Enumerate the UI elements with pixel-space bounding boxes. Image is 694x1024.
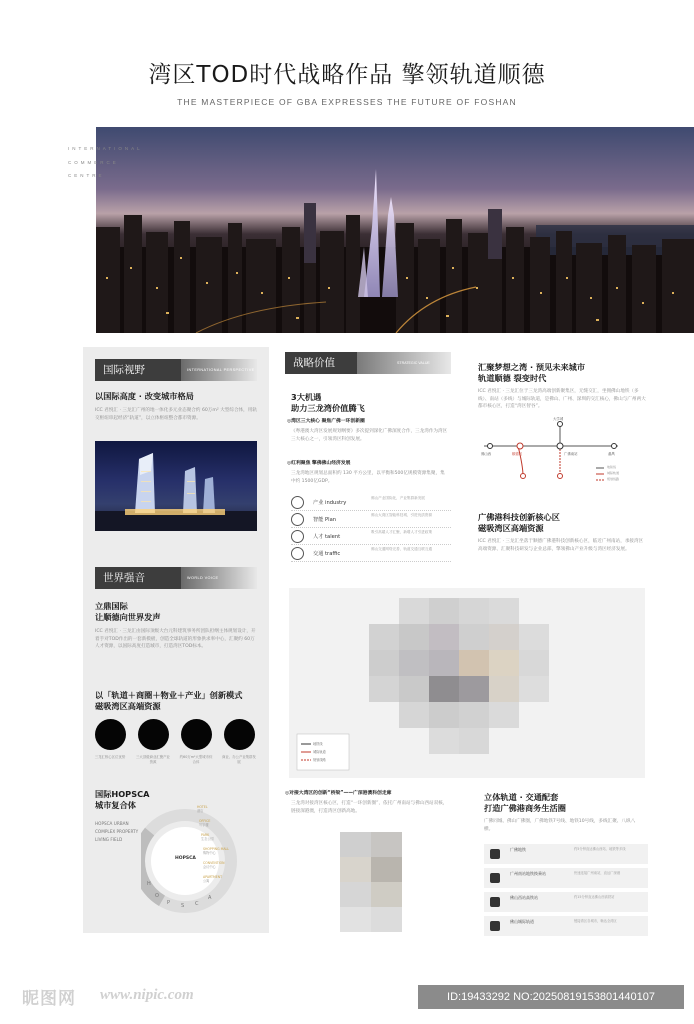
transport-row-name: 佛山西站高铁站 (510, 895, 538, 900)
skyline-illustration (96, 127, 694, 333)
map-legend-1: 地铁线 (313, 742, 323, 746)
rail-icon (490, 897, 500, 907)
hopsca-en-2: COMPLEX PROPERTY (95, 829, 139, 834)
traffic-icon (291, 547, 304, 560)
table-row (484, 868, 648, 888)
value-row-desc: 吸引高端人才汇聚，新增人才引进政策 (371, 530, 433, 534)
hopsca-item-6 (203, 875, 222, 883)
dream-bay-body: ICC 君悦汇 · 三龙汇位于三龙湾高端创新聚集区，无缝交汇，坐拥佛山地铁（多线）、南站（多线）与城际轨道，是佛山、广州、深圳的交汇核心，佛山与广州两大都市核心区，打造“湾区智谷”。 (478, 389, 646, 410)
mode-heading-2: 磁吸湾区高端资源 (95, 701, 161, 711)
subway-icon (490, 873, 500, 883)
location-map-mosaic (289, 588, 645, 778)
hopsca-en-3: LIVING FIELD (95, 837, 123, 842)
international-vision-body: ICC 君悦汇 · 三龙汇广州的地一体化多元业态聚合约 60万m² 大型综合体，用轨交枢纽串起经济“轨道”，以立体枢纽整合都市资源。 (95, 408, 257, 421)
hopsca-item-5 (203, 861, 224, 869)
mode-heading-1: 以「轨道＋商圈＋物业＋产业」创新模式 (95, 690, 243, 700)
hopsca-heading-1: 国际HOPSCA (95, 789, 150, 799)
hopsca-item-1 (197, 805, 208, 813)
transport-row-name: 广州南站地铁换乘站 (510, 871, 546, 876)
world-voice-en: WORLD VOICE (181, 567, 257, 589)
hopsca-item-4-sub: 购物中心 (203, 851, 216, 855)
world-voice-heading-2: 让顺德向世界发声 (95, 612, 161, 622)
transport-row-desc: 约15分钟直达佛山西高铁站 (574, 895, 615, 899)
strategic-value-body-1: 《粤港澳大湾区发展规划纲要》多次提到深化广佛深度合作，三龙湾作为湾区三大核心之一，引领湾区科创发展。 (291, 429, 448, 442)
metro-label-5: 番禺 (608, 452, 615, 456)
tech-core-body: ICC 君悦汇 · 三龙汇坐落于顺德广佛港科技创新核心区，临近广州南站，承接湾区高端资源、汇聚科技研发与企业总部，擎领佛山产业升级与湾区经济发展。 (478, 539, 644, 552)
value-row-desc: 佛山交通网络完善，轨道交通互联互通 (371, 547, 433, 551)
dream-bay-heading-1: 汇聚梦想之湾 · 预见未来城市 (478, 362, 586, 372)
strategic-value-heading-1: 3大机遇 (291, 392, 322, 402)
mosaic-map-graphic (289, 588, 645, 778)
international-vision-heading: 以国际高度 · 改变城市格局 (95, 391, 194, 401)
strategic-value-table (291, 494, 451, 562)
cross-river-body: 三龙湾对接湾区核心区，打造“一环创新圈”，依托广州南站与佛山西站双核，链接深港澳，打造湾区创新高地。 (291, 801, 448, 814)
table-row (291, 494, 451, 511)
hopsca-item-4 (203, 847, 229, 855)
mode-circle-4 (224, 719, 255, 750)
strategic-value-sub-2: ◎红利聚焦 擎佛佛山经济发展 (287, 461, 351, 466)
international-vision-en: INTERNATIONAL PERSPECTIVE (181, 359, 257, 381)
watermark-id-badge: ID:19433292 NO:20250819153801440107 (418, 985, 684, 1009)
mode-circles (94, 719, 257, 764)
tech-core-heading-2: 磁吸湾区高端资源 (478, 523, 544, 533)
metro-label-1: 大学城 (553, 417, 564, 421)
industry-icon (291, 496, 304, 509)
table-row (484, 892, 648, 912)
value-row-name: 人才 talent (313, 534, 341, 540)
left-column-panel (83, 347, 269, 933)
cross-river-mosaic-image (340, 832, 402, 932)
mode-circle-caption-3: 约60万m²大型城市综合体 (179, 755, 213, 764)
strategic-value-title: 战略价值 (285, 352, 357, 374)
hero-city-image (96, 127, 694, 333)
mode-circle-3 (181, 719, 212, 750)
metro-label-3: 顺德站 (512, 452, 523, 456)
world-voice-header (95, 567, 257, 589)
intercity-train-icon (490, 921, 500, 931)
hopsca-ring-letter-a: A (208, 895, 212, 901)
metro-label-4: 广佛南站 (564, 452, 578, 456)
hopsca-ring-letter-p: P (167, 900, 171, 906)
watermark-logo: 昵图网 (22, 989, 76, 1009)
hopsca-item-4-label: SHOPPING MALL (203, 847, 230, 851)
watermark-footer (0, 982, 694, 1012)
table-row (484, 916, 648, 936)
hopsca-ring-graphic (141, 799, 261, 915)
hopsca-item-6-sub: 公寓 (203, 879, 210, 883)
international-vision-header (95, 359, 257, 381)
mode-circle-2 (138, 719, 169, 750)
hopsca-item-3-label: PARK (201, 833, 210, 837)
world-voice-heading-1: 立鼎国际 (95, 601, 128, 611)
hopsca-item-2-sub: 写字楼 (199, 823, 209, 827)
hopsca-item-1-sub: 酒店 (197, 809, 204, 813)
metro-lines-graphic (478, 416, 648, 488)
transport-body: 广佛同城、佛山广佛圈，广佛地铁7号线、地铁10号线，多线汇聚、八纵八横。 (484, 819, 636, 832)
transport-row-desc: 快速连接广州南站，直达广深港 (574, 871, 621, 875)
page-subtitle: THE MASTERPIECE OF GBA EXPRESSES THE FUTURE OF FOSHAN (177, 97, 517, 107)
hopsca-ring-letter-c: C (195, 901, 199, 907)
world-voice-body: ICC 君悦汇 · 三龙汇由国际顶级大台元科建筑事务所团队担纲主体规划设计，开着手对TOD作出的一套新模板，创造全球轨道的形象供求率中心，汇聚约 60万人才资源，以国际高度打造城市，打造湾区TOD标本。 (95, 629, 256, 650)
transport-heading-2: 打造广佛港商务生活圈 (484, 803, 566, 813)
dream-bay-heading-2: 轨道顺德 裂变时代 (478, 373, 547, 383)
hero-tag-line-2: COMMERCE (68, 160, 119, 165)
cross-river-section (285, 790, 455, 940)
transport-row-desc: 约5分钟直达佛山西站、地铁等多线 (574, 847, 626, 851)
hero-tag-line-1: INTERNATIONAL (68, 146, 143, 151)
metro-label-2: 佛山西 (481, 452, 492, 456)
tower-illustration (95, 441, 257, 531)
metro-diagram (478, 416, 648, 488)
hero-tag-line-3: CENTRE (68, 173, 105, 178)
value-row-desc: 佛山产业国际化，产业集群新发展 (371, 496, 425, 500)
strategic-value-sub-1: ◎湾区三大核心 聚焦广佛一环创新圈 (287, 419, 365, 424)
mode-circle-caption-2: 三大顶级商业汇聚产业资源 (136, 755, 170, 764)
hopsca-item-6-label: APARTMENT (203, 875, 223, 879)
strategic-value-body-2: 三龙湾地区规划总面积约 130 平方公里，以平衡和500亿规模资源集聚，集中约 1500亿GDP。 (291, 471, 445, 484)
hopsca-item-5-sub: 会议中心 (203, 865, 216, 869)
tech-core-heading-1: 广佛港科技创新核心区 (478, 512, 560, 522)
plan-icon (291, 513, 304, 526)
hopsca-heading-2: 城市复合体 (95, 800, 136, 810)
strategic-value-header (285, 352, 451, 374)
hopsca-ring-letter-h: H (147, 881, 151, 887)
map-legend-2: 城际轨道 (313, 750, 326, 754)
world-voice-title: 世界强音 (95, 567, 181, 589)
transport-row-name: 佛山城际轨道 (510, 919, 534, 924)
watermark-url: www.nipic.com (100, 987, 194, 1003)
hopsca-ring-diagram (141, 799, 261, 915)
mode-circle-caption-1: 三龙汇核心区位优势 (94, 755, 126, 759)
hopsca-item-2 (199, 819, 210, 827)
page-title: 湾区TOD时代战略作品 擎领轨道顺德 (148, 62, 546, 88)
hopsca-ring-letter-o: O (155, 893, 159, 899)
table-row (291, 545, 451, 562)
hopsca-en-1: HOPSCA URBAN (95, 821, 129, 826)
value-row-name: 交通 traffic (313, 551, 341, 557)
table-row (291, 528, 451, 545)
transport-section (478, 790, 648, 940)
mode-circle-caption-4: 商业、办公产业集群发展 (222, 755, 256, 764)
international-vision-title: 国际视野 (95, 359, 181, 381)
transport-row-desc: 链接湾区各城市，畅达全湾区 (574, 919, 617, 923)
hopsca-item-5-label: CONVENTION (203, 861, 225, 865)
hopsca-center-label: HOPSCA (175, 856, 196, 861)
train-icon (490, 849, 500, 859)
value-row-desc: 佛山大湾区智能科技城，引进优质资源 (371, 513, 433, 517)
metro-legend-1: 地铁线 (607, 465, 617, 469)
metro-legend-2: 城际轨道 (607, 471, 620, 475)
value-row-name: 产业 industry (313, 500, 347, 506)
map-legend-3: 规划线路 (313, 758, 326, 762)
strategic-value-section (285, 352, 451, 567)
table-row (291, 511, 451, 528)
hopsca-item-1-label: HOTEL (197, 805, 208, 809)
hopsca-item-2-label: OFFICE (199, 819, 211, 823)
hopsca-ring-letter-s: S (181, 903, 185, 909)
hopsca-item-3 (201, 833, 214, 841)
mode-circle-1 (95, 719, 126, 750)
strategic-value-en: STRATEGIC VALUE (357, 352, 451, 374)
value-row-name: 智能 Plan (313, 517, 337, 523)
talent-icon (291, 530, 304, 543)
transport-heading-1: 立体轨道 · 交通配套 (484, 792, 559, 802)
hopsca-item-3-sub: 生态公园 (201, 837, 214, 841)
metro-legend-3: 规划线路 (607, 477, 620, 481)
transport-row-name: 广佛地铁 (510, 847, 526, 852)
cross-river-heading: ◎对接大湾区的创新“桥梁”——广深港澳科创走廊 (285, 791, 392, 796)
tower-rendering-image (95, 441, 257, 531)
table-row (484, 844, 648, 864)
strategic-value-heading-2: 助力三龙湾价值腾飞 (291, 403, 365, 413)
cross-river-mosaic-graphic (340, 832, 402, 932)
